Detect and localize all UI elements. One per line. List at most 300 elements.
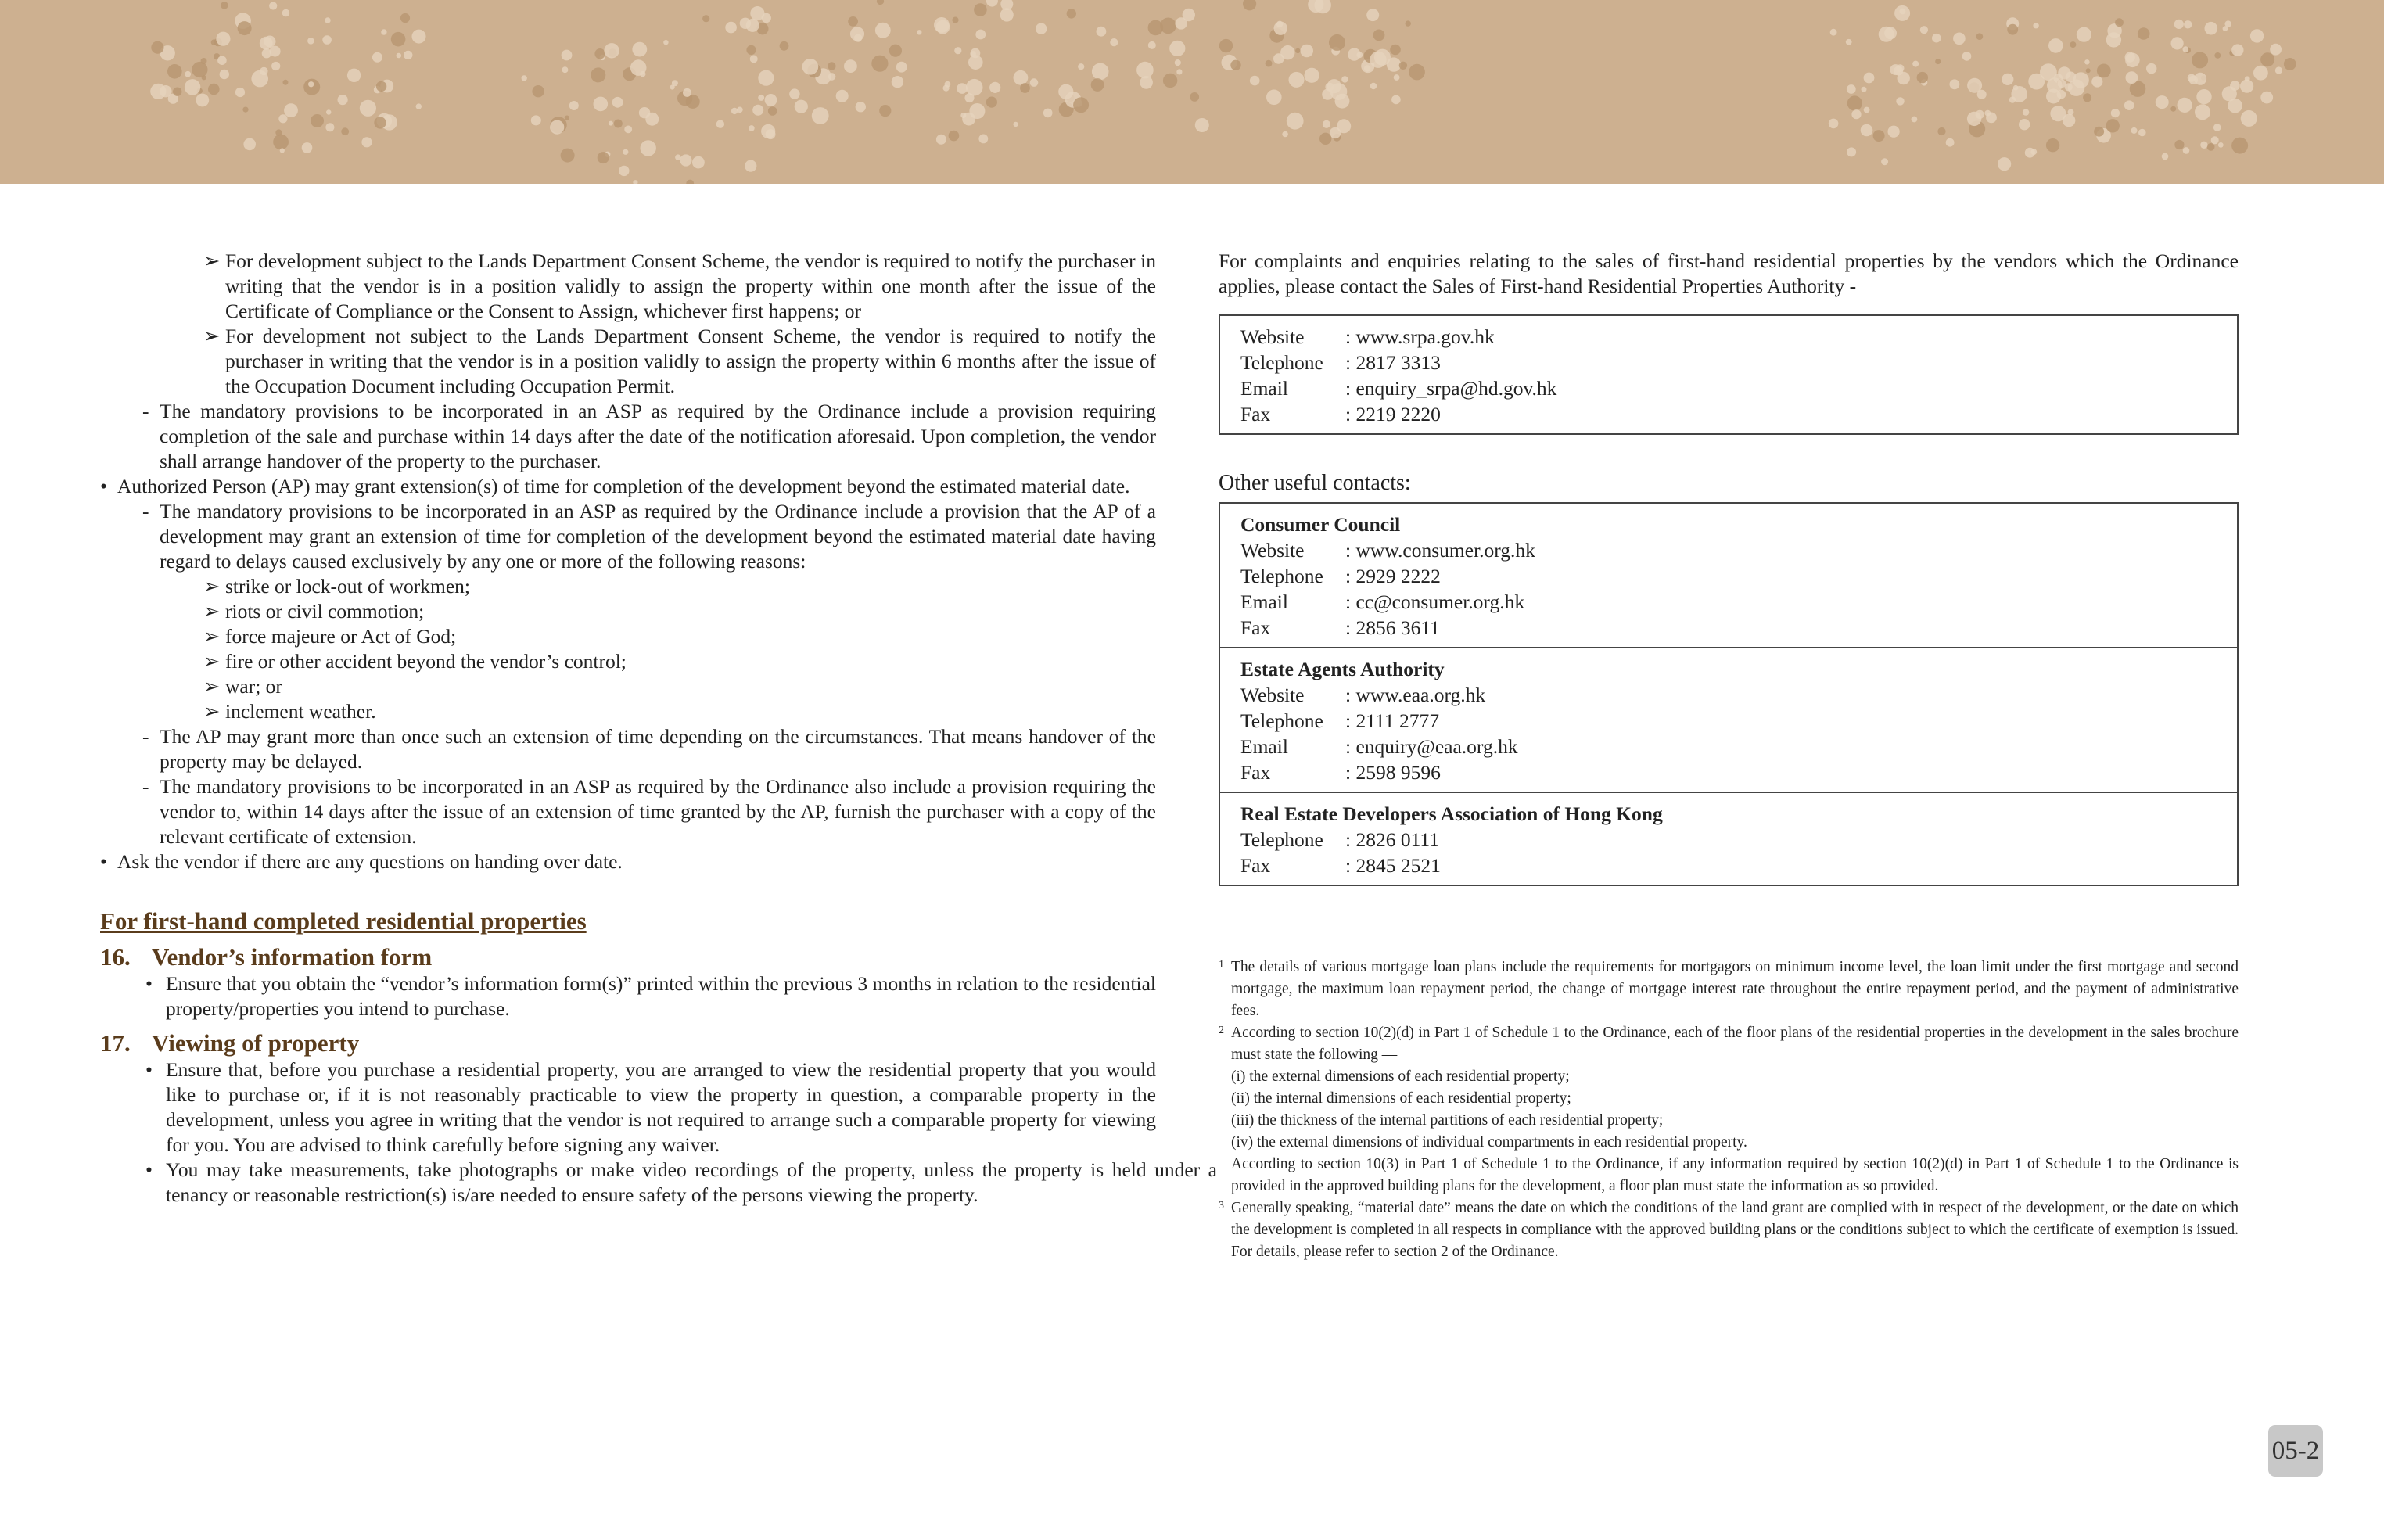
decorative-dot xyxy=(2284,58,2296,70)
decorative-dot xyxy=(762,13,771,23)
decorative-dot xyxy=(1847,84,1856,94)
decorative-dot xyxy=(1864,73,1875,84)
decorative-dot xyxy=(986,0,998,7)
decorative-dot xyxy=(2222,86,2237,101)
decorative-dot xyxy=(975,30,986,40)
decorative-dot xyxy=(2126,71,2138,84)
contact-row xyxy=(1240,853,2217,878)
decorative-dot xyxy=(877,0,884,5)
decorative-dot xyxy=(347,69,361,82)
list-item-text: The mandatory provisions to be incorporated in an ASP as required by the Ordinance include a provision that the AP of a development may grant an extension of time for completion of the development beyond the estimated material date having regard to delays caused exclusively by any one or more of the following reasons: xyxy=(160,500,1156,573)
decorative-dot xyxy=(273,135,289,150)
decorative-dot xyxy=(284,103,298,117)
contact-value: : enquiry_srpa@hd.gov.hk xyxy=(1345,377,1557,400)
decorative-dot xyxy=(795,100,808,113)
decorative-dot xyxy=(2138,27,2150,40)
section-17-heading xyxy=(100,1029,1156,1057)
bullet-marker: - xyxy=(142,500,149,522)
decorative-dot xyxy=(1967,78,1982,93)
decorative-dot xyxy=(2195,104,2210,120)
decorative-dot xyxy=(854,34,862,41)
contact-label: Telephone xyxy=(1240,351,1323,374)
decorative-dot xyxy=(612,97,623,108)
section-17-bullet: Ensure that, before you purchase a residential property, you are arranged to view the residential property that you would like to purchase or, if it is not reasonably practicable to view the property in question, a comparable property in the development, unless you agree in writing that the vendor is not required to arrange such a comparable property for viewing for you. You are advised to think carefully before signing any waiver. xyxy=(166,1058,1156,1156)
decorative-dot xyxy=(1861,124,1873,137)
decorative-dot xyxy=(1391,95,1401,105)
arrow-bullet-icon: ➢ xyxy=(203,700,221,723)
decorative-dot xyxy=(1364,65,1370,71)
decorative-dot xyxy=(641,140,656,156)
contact-row xyxy=(1240,759,2217,785)
decorative-dot xyxy=(2094,127,2104,137)
decorative-dot xyxy=(1163,74,1177,88)
footnote-line: According to section 10(2)(d) in Part 1 of Schedule 1 to the Ordinance, each of the floor plans of the residential properties in the development in the sales brochure must state the following — xyxy=(1231,1025,2239,1063)
decorative-dot xyxy=(2162,153,2169,160)
decorative-dot xyxy=(271,62,280,70)
decorative-dot xyxy=(1409,64,1425,81)
decorative-dot xyxy=(752,105,763,116)
decorative-dot xyxy=(1406,20,1411,26)
decorative-dot xyxy=(308,81,314,87)
footnote-body xyxy=(1231,1022,2239,1197)
decorative-dot xyxy=(844,59,857,73)
decorative-dot xyxy=(260,37,273,50)
decorative-dot xyxy=(220,70,229,79)
decorative-dot xyxy=(2077,27,2091,42)
list-item-text: inclement weather. xyxy=(225,700,376,723)
decorative-dot xyxy=(531,115,541,125)
decorative-dot xyxy=(1390,45,1401,56)
footnote xyxy=(1219,1022,2239,1197)
decorative-dot xyxy=(1912,61,1919,67)
decorative-dot xyxy=(2068,109,2074,116)
contact-label: Fax xyxy=(1240,403,1271,425)
decorative-dot xyxy=(836,90,849,102)
decorative-dot xyxy=(221,2,228,9)
decorative-dot xyxy=(216,32,230,46)
decorative-dot xyxy=(1295,48,1300,53)
contact-value: : www.consumer.org.hk xyxy=(1345,539,1535,562)
decorative-dot xyxy=(412,30,426,44)
decorative-dot xyxy=(1884,27,1897,39)
contact-row xyxy=(1240,375,2217,401)
decorative-dot xyxy=(2240,80,2253,93)
decorative-dot xyxy=(1195,118,1209,132)
footnote-line: (i) the external dimensions of each residential property; xyxy=(1231,1068,1570,1085)
decorative-dot xyxy=(2241,110,2257,127)
decorative-dot xyxy=(896,62,907,73)
list-item-text: The mandatory provisions to be incorporated in an ASP as required by the Ordinance also include a provision requiring the vendor to, within 14 days after the issue of an extension of time granted by the AP, furnish the purchaser with a copy of the relevant certificate of extension. xyxy=(160,775,1156,848)
decorative-dot xyxy=(322,35,332,45)
contact-value: : cc@consumer.org.hk xyxy=(1345,591,1525,613)
decorative-dot xyxy=(2046,138,2059,152)
contact-value: : 2856 3611 xyxy=(1345,616,1440,639)
footnote-body xyxy=(1231,1197,2239,1263)
decorative-dot xyxy=(269,2,277,9)
list-item-text: The mandatory provisions to be incorporated in an ASP as required by the Ordinance include a provision requiring completion of the sale and purchase within 14 days after the date of the notification aforesaid. Upon completion, the vendor shall arrange handover of the property to the purchaser. xyxy=(160,400,1156,472)
decorative-dot xyxy=(283,80,289,85)
decorative-dot xyxy=(2184,20,2192,28)
decorative-dot xyxy=(1230,60,1240,70)
contact-label: Fax xyxy=(1240,616,1271,639)
contact-organisation xyxy=(1220,647,2237,792)
decorative-dot xyxy=(2260,52,2274,66)
section-heading: For first-hand completed residential properties xyxy=(100,907,587,935)
decorative-dot xyxy=(624,126,632,134)
decorative-dot xyxy=(978,135,988,144)
decorative-dot xyxy=(2183,46,2189,52)
list-item-text: Ask the vendor if there are any questions on handing over date. xyxy=(117,850,623,873)
right-column xyxy=(1219,249,2239,1263)
decorative-dot xyxy=(725,22,737,34)
contact-label: Email xyxy=(1240,735,1288,758)
decorative-dot xyxy=(262,48,271,58)
list-item xyxy=(100,774,1156,849)
decorative-dot xyxy=(1917,72,1928,83)
decorative-dot xyxy=(251,70,268,88)
section-17-bullet: You may take measurements, take photographs or make video recordings of the property, unless the property is held under a tenancy or reasonable restriction(s) is/are needed to ensure safety of the persons viewing the property. xyxy=(166,1158,1217,1206)
list-item xyxy=(100,1057,1156,1158)
decorative-dot xyxy=(2084,59,2089,64)
decorative-dot xyxy=(192,62,207,77)
contact-value: : 2598 9596 xyxy=(1345,761,1441,784)
decorative-dot xyxy=(746,19,759,32)
decorative-dot xyxy=(871,56,888,72)
contact-value: : 2219 2220 xyxy=(1345,403,1441,425)
decorative-dot xyxy=(2218,142,2224,148)
decorative-dot xyxy=(1976,33,1984,40)
decorative-dot xyxy=(1097,27,1107,37)
decorative-dot xyxy=(2205,22,2218,35)
decorative-dot xyxy=(235,88,245,97)
handover-provisions-list xyxy=(100,249,1156,874)
decorative-dot xyxy=(936,135,946,145)
decorative-dot xyxy=(2011,86,2027,102)
list-item xyxy=(100,249,1156,324)
list-item xyxy=(100,674,1156,699)
decorative-dot xyxy=(550,120,564,135)
contact-row xyxy=(1240,827,2217,853)
list-item-text: The AP may grant more than once such an extension of time depending on the circumstances. That means handover of the property may be delayed. xyxy=(160,725,1156,773)
decorative-dot xyxy=(1092,63,1109,81)
decorative-dot xyxy=(1846,39,1852,45)
decorative-dot xyxy=(391,32,406,47)
decorative-dot xyxy=(594,48,605,59)
decorative-dot xyxy=(1073,97,1089,113)
contact-label: Fax xyxy=(1240,761,1271,784)
section-16-bullet: Ensure that you obtain the “vendor’s information form(s)” printed within the previous 3 months in relation to the residential property/properties you intend to purchase. xyxy=(166,972,1156,1020)
decorative-dot xyxy=(969,103,985,119)
contact-organisation xyxy=(1220,792,2237,885)
decorative-dot xyxy=(1250,76,1260,86)
decorative-dot xyxy=(2194,73,2206,85)
decorative-dot xyxy=(1898,72,1910,84)
section-16-heading xyxy=(100,943,1156,971)
decorative-dot xyxy=(2183,147,2190,154)
decorative-dot xyxy=(875,23,891,38)
decorative-dot xyxy=(949,131,960,142)
decorative-dot xyxy=(675,154,680,160)
contact-value: : 2826 0111 xyxy=(1345,828,1439,851)
footnotes xyxy=(1219,957,2239,1263)
decorative-dot xyxy=(2106,32,2121,47)
decorative-dot xyxy=(1175,59,1181,66)
footnote-mark: 3 xyxy=(1219,1200,1224,1212)
decorative-dot xyxy=(2063,114,2076,127)
decorative-dot xyxy=(1888,126,1900,138)
decorative-dot xyxy=(768,106,777,116)
footnote-body xyxy=(1231,957,2239,1022)
decorative-dot xyxy=(765,94,777,106)
decorative-dot xyxy=(1136,62,1154,79)
decorative-dot xyxy=(2086,68,2091,73)
decorative-dot xyxy=(569,101,579,110)
section-16-number: 16. xyxy=(100,943,131,971)
page-number: 05-2 xyxy=(2268,1425,2323,1477)
contact-label: Telephone xyxy=(1240,828,1323,851)
decorative-dot xyxy=(1091,78,1104,92)
decorative-dot xyxy=(1323,120,1330,128)
decorative-dot xyxy=(989,82,1000,93)
decorative-dot xyxy=(2007,24,2018,35)
decorative-dot xyxy=(737,107,743,113)
decorative-dot xyxy=(1873,130,1885,142)
contact-value: : 2929 2222 xyxy=(1345,565,1441,587)
decorative-dot xyxy=(1894,5,1910,21)
decorative-dot xyxy=(376,81,386,92)
decorative-dot xyxy=(361,137,372,147)
decorative-dot xyxy=(683,88,691,97)
organisation-name: Real Estate Developers Association of Hong Kong xyxy=(1240,802,1663,825)
decorative-dot xyxy=(2111,109,2120,117)
decorative-dot xyxy=(562,66,568,73)
contact-row xyxy=(1240,589,2217,615)
decorative-dot xyxy=(562,50,573,61)
decorative-dot xyxy=(150,84,166,99)
decorative-dot xyxy=(761,124,775,138)
decorative-dot xyxy=(1160,18,1176,34)
decorative-dot xyxy=(2214,52,2221,59)
decorative-dot xyxy=(1341,76,1348,82)
decorative-dot xyxy=(2253,66,2268,81)
footnote xyxy=(1219,1197,2239,1263)
decorative-dot xyxy=(1243,0,1256,10)
decorative-dot xyxy=(1937,127,1945,135)
decorative-dot xyxy=(211,39,217,45)
organisation-name: Estate Agents Authority xyxy=(1240,658,1445,680)
decorative-dot xyxy=(1366,9,1379,21)
decorative-dot xyxy=(957,83,968,94)
arrow-bullet-icon: ➢ xyxy=(203,675,221,698)
decorative-dot xyxy=(672,80,678,86)
decorative-dot xyxy=(974,3,987,16)
section-16-title: Vendor’s information form xyxy=(152,943,433,971)
decorative-dot xyxy=(686,180,694,184)
decorative-dot xyxy=(1829,119,1839,129)
decorative-dot xyxy=(758,70,774,86)
decorative-dot xyxy=(167,64,182,79)
complaints-intro: For complaints and enquiries relating to the sales of first-hand residential properties by the vendors which the Ordinance applies, please contact the Sales of First-hand Residential Properties Authority - xyxy=(1219,249,2239,297)
footnote-line: According to section 10(3) in Part 1 of Schedule 1 to the Ordinance, if any information required by section 10(2)(d) in Part 1 of Schedule 1 to the Ordinance is provided in the approved building plans for the development, a floor plan must state the information as so provided. xyxy=(1231,1156,2239,1194)
decorative-dot xyxy=(208,84,220,95)
list-item xyxy=(100,574,1156,599)
decorative-dot xyxy=(275,129,282,135)
list-item xyxy=(100,499,1156,574)
contact-row xyxy=(1240,324,2217,350)
decorative-dot xyxy=(238,21,252,35)
decorative-dot xyxy=(2048,38,2063,53)
decorative-dot xyxy=(812,107,829,124)
contact-value: : www.srpa.gov.hk xyxy=(1345,325,1495,348)
list-item xyxy=(100,849,1156,874)
decorative-dot xyxy=(1370,83,1377,89)
contact-row xyxy=(1240,537,2217,563)
list-item xyxy=(100,724,1156,774)
decorative-dot xyxy=(2196,89,2211,104)
decorative-dot xyxy=(731,108,738,114)
contact-label: Email xyxy=(1240,377,1288,400)
decorative-dot xyxy=(1976,110,1984,119)
decorative-dot xyxy=(1020,83,1030,93)
decorative-dot xyxy=(1078,63,1084,70)
decorative-dot xyxy=(614,120,623,128)
decorative-dot xyxy=(1932,34,1941,43)
decorative-dot xyxy=(2260,92,2273,104)
decorative-dot xyxy=(2124,100,2134,110)
bullet-marker: - xyxy=(142,775,149,798)
decorative-dot xyxy=(185,71,191,77)
list-item-text: war; or xyxy=(225,675,282,698)
decorative-dot xyxy=(936,20,950,34)
list-item xyxy=(100,474,1156,499)
bullet-marker: - xyxy=(142,400,149,422)
decorative-dot xyxy=(280,148,285,153)
decorative-dot xyxy=(746,45,756,55)
decorative-dot xyxy=(1110,38,1118,46)
arrow-bullet-icon: ➢ xyxy=(203,249,221,272)
decorative-dot xyxy=(1935,59,1941,64)
decorative-dot xyxy=(789,88,799,99)
decorative-dot xyxy=(623,149,628,155)
decorative-dot xyxy=(2131,127,2138,134)
decorative-dot xyxy=(2250,29,2264,42)
contact-label: Telephone xyxy=(1240,709,1323,732)
contact-row xyxy=(1240,708,2217,734)
decorative-dot xyxy=(702,15,709,22)
decorative-dot xyxy=(1830,29,1837,36)
decorative-dot xyxy=(1300,45,1313,58)
decorative-dot xyxy=(341,127,349,135)
decorative-dot xyxy=(1953,33,1966,45)
decorative-dot xyxy=(1962,52,1972,61)
contact-label: Website xyxy=(1240,539,1305,562)
contact-value: : 2817 3313 xyxy=(1345,351,1441,374)
decorative-dot xyxy=(1374,49,1391,66)
decorative-dot xyxy=(2156,95,2169,109)
list-item-text: strike or lock-out of workmen; xyxy=(225,575,471,598)
decorative-dot xyxy=(302,142,313,153)
list-item xyxy=(100,699,1156,724)
contact-row xyxy=(1240,682,2217,708)
decorative-dot xyxy=(2200,142,2207,149)
decorative-dot xyxy=(745,160,756,172)
list-item-text: Authorized Person (AP) may grant extension(s) of time for completion of the development beyond the estimated material date. xyxy=(117,475,1130,497)
footnote-line: The details of various mortgage loan plans include the requirements for mortgagors on minimum income level, the loan limit under the first mortgage and second mortgage, the maximum loan repayment period, the change of mortgage interest rate throughout the entire repayment period, and the payment of administrative fees. xyxy=(1231,959,2239,1019)
contact-row xyxy=(1240,615,2217,641)
decorative-dot xyxy=(1373,30,1385,41)
footnote-mark: 1 xyxy=(1219,959,1224,971)
decorative-dot xyxy=(2002,74,2013,85)
decorative-dot xyxy=(1067,9,1076,18)
decorative-dot xyxy=(325,123,334,131)
contact-label: Website xyxy=(1240,325,1305,348)
decorative-dot xyxy=(561,149,575,163)
decorative-dot xyxy=(758,95,764,101)
decorative-dot xyxy=(892,76,903,88)
decorative-dot xyxy=(1912,117,1918,123)
decorative-dot xyxy=(2019,119,2030,130)
decorative-dot xyxy=(2138,129,2146,137)
decorative-dot xyxy=(1986,113,1997,124)
decorative-dot xyxy=(2211,136,2219,144)
decorative-dot xyxy=(532,85,544,97)
bullet-marker: • xyxy=(145,972,153,995)
decorative-dot xyxy=(848,16,858,27)
decorative-dot xyxy=(591,67,605,82)
decorative-dot xyxy=(1881,158,1888,165)
decorative-dot xyxy=(1862,87,1867,92)
decorative-dot xyxy=(1000,0,1013,10)
decorative-dot xyxy=(2058,66,2070,79)
decorative-dot xyxy=(619,166,629,176)
decorative-dot xyxy=(1946,138,1955,147)
decorative-dot xyxy=(609,121,613,126)
decorative-dot xyxy=(1266,90,1282,106)
list-item-text: fire or other accident beyond the vendor’s control; xyxy=(225,650,627,673)
decorative-dot xyxy=(374,117,386,128)
decorative-dot xyxy=(2178,98,2192,113)
decorative-dot xyxy=(1847,95,1862,110)
decorative-dot xyxy=(692,156,705,169)
contact-label: Email xyxy=(1240,591,1288,613)
list-item-text: For development subject to the Lands Department Consent Scheme, the vendor is required to notify the purchaser in writing that the vendor is in a position validly to assign the property within one month after the issue of the Certificate of Compliance or the Consent to Assign, whichever first happens; or xyxy=(225,249,1156,322)
decorative-dot xyxy=(2091,76,2102,87)
decorative-dot xyxy=(2207,143,2215,151)
decorative-dot xyxy=(2070,41,2076,48)
decorative-dot xyxy=(565,116,569,120)
section-17-title: Viewing of property xyxy=(152,1029,360,1057)
decorative-dot xyxy=(2192,52,2208,68)
decorative-dot xyxy=(879,105,891,117)
decorative-dot xyxy=(594,97,609,112)
decorative-dot xyxy=(2106,119,2120,132)
decorative-dot xyxy=(1176,69,1182,74)
decorative-dot xyxy=(1014,70,1029,85)
decorative-dot xyxy=(397,53,402,59)
decorative-dot xyxy=(663,40,668,45)
contact-value: : 2845 2521 xyxy=(1345,854,1441,877)
decorative-dot xyxy=(1920,26,1928,34)
decorative-dot xyxy=(151,41,163,54)
decorative-dot xyxy=(307,38,314,45)
decorative-dot xyxy=(630,59,647,76)
decorative-dot xyxy=(598,152,609,163)
arrow-bullet-icon: ➢ xyxy=(203,325,221,347)
arrow-bullet-icon: ➢ xyxy=(203,600,221,623)
contact-organisation xyxy=(1220,504,2237,647)
decorative-dot xyxy=(2083,93,2091,102)
contact-label: Telephone xyxy=(1240,565,1323,587)
